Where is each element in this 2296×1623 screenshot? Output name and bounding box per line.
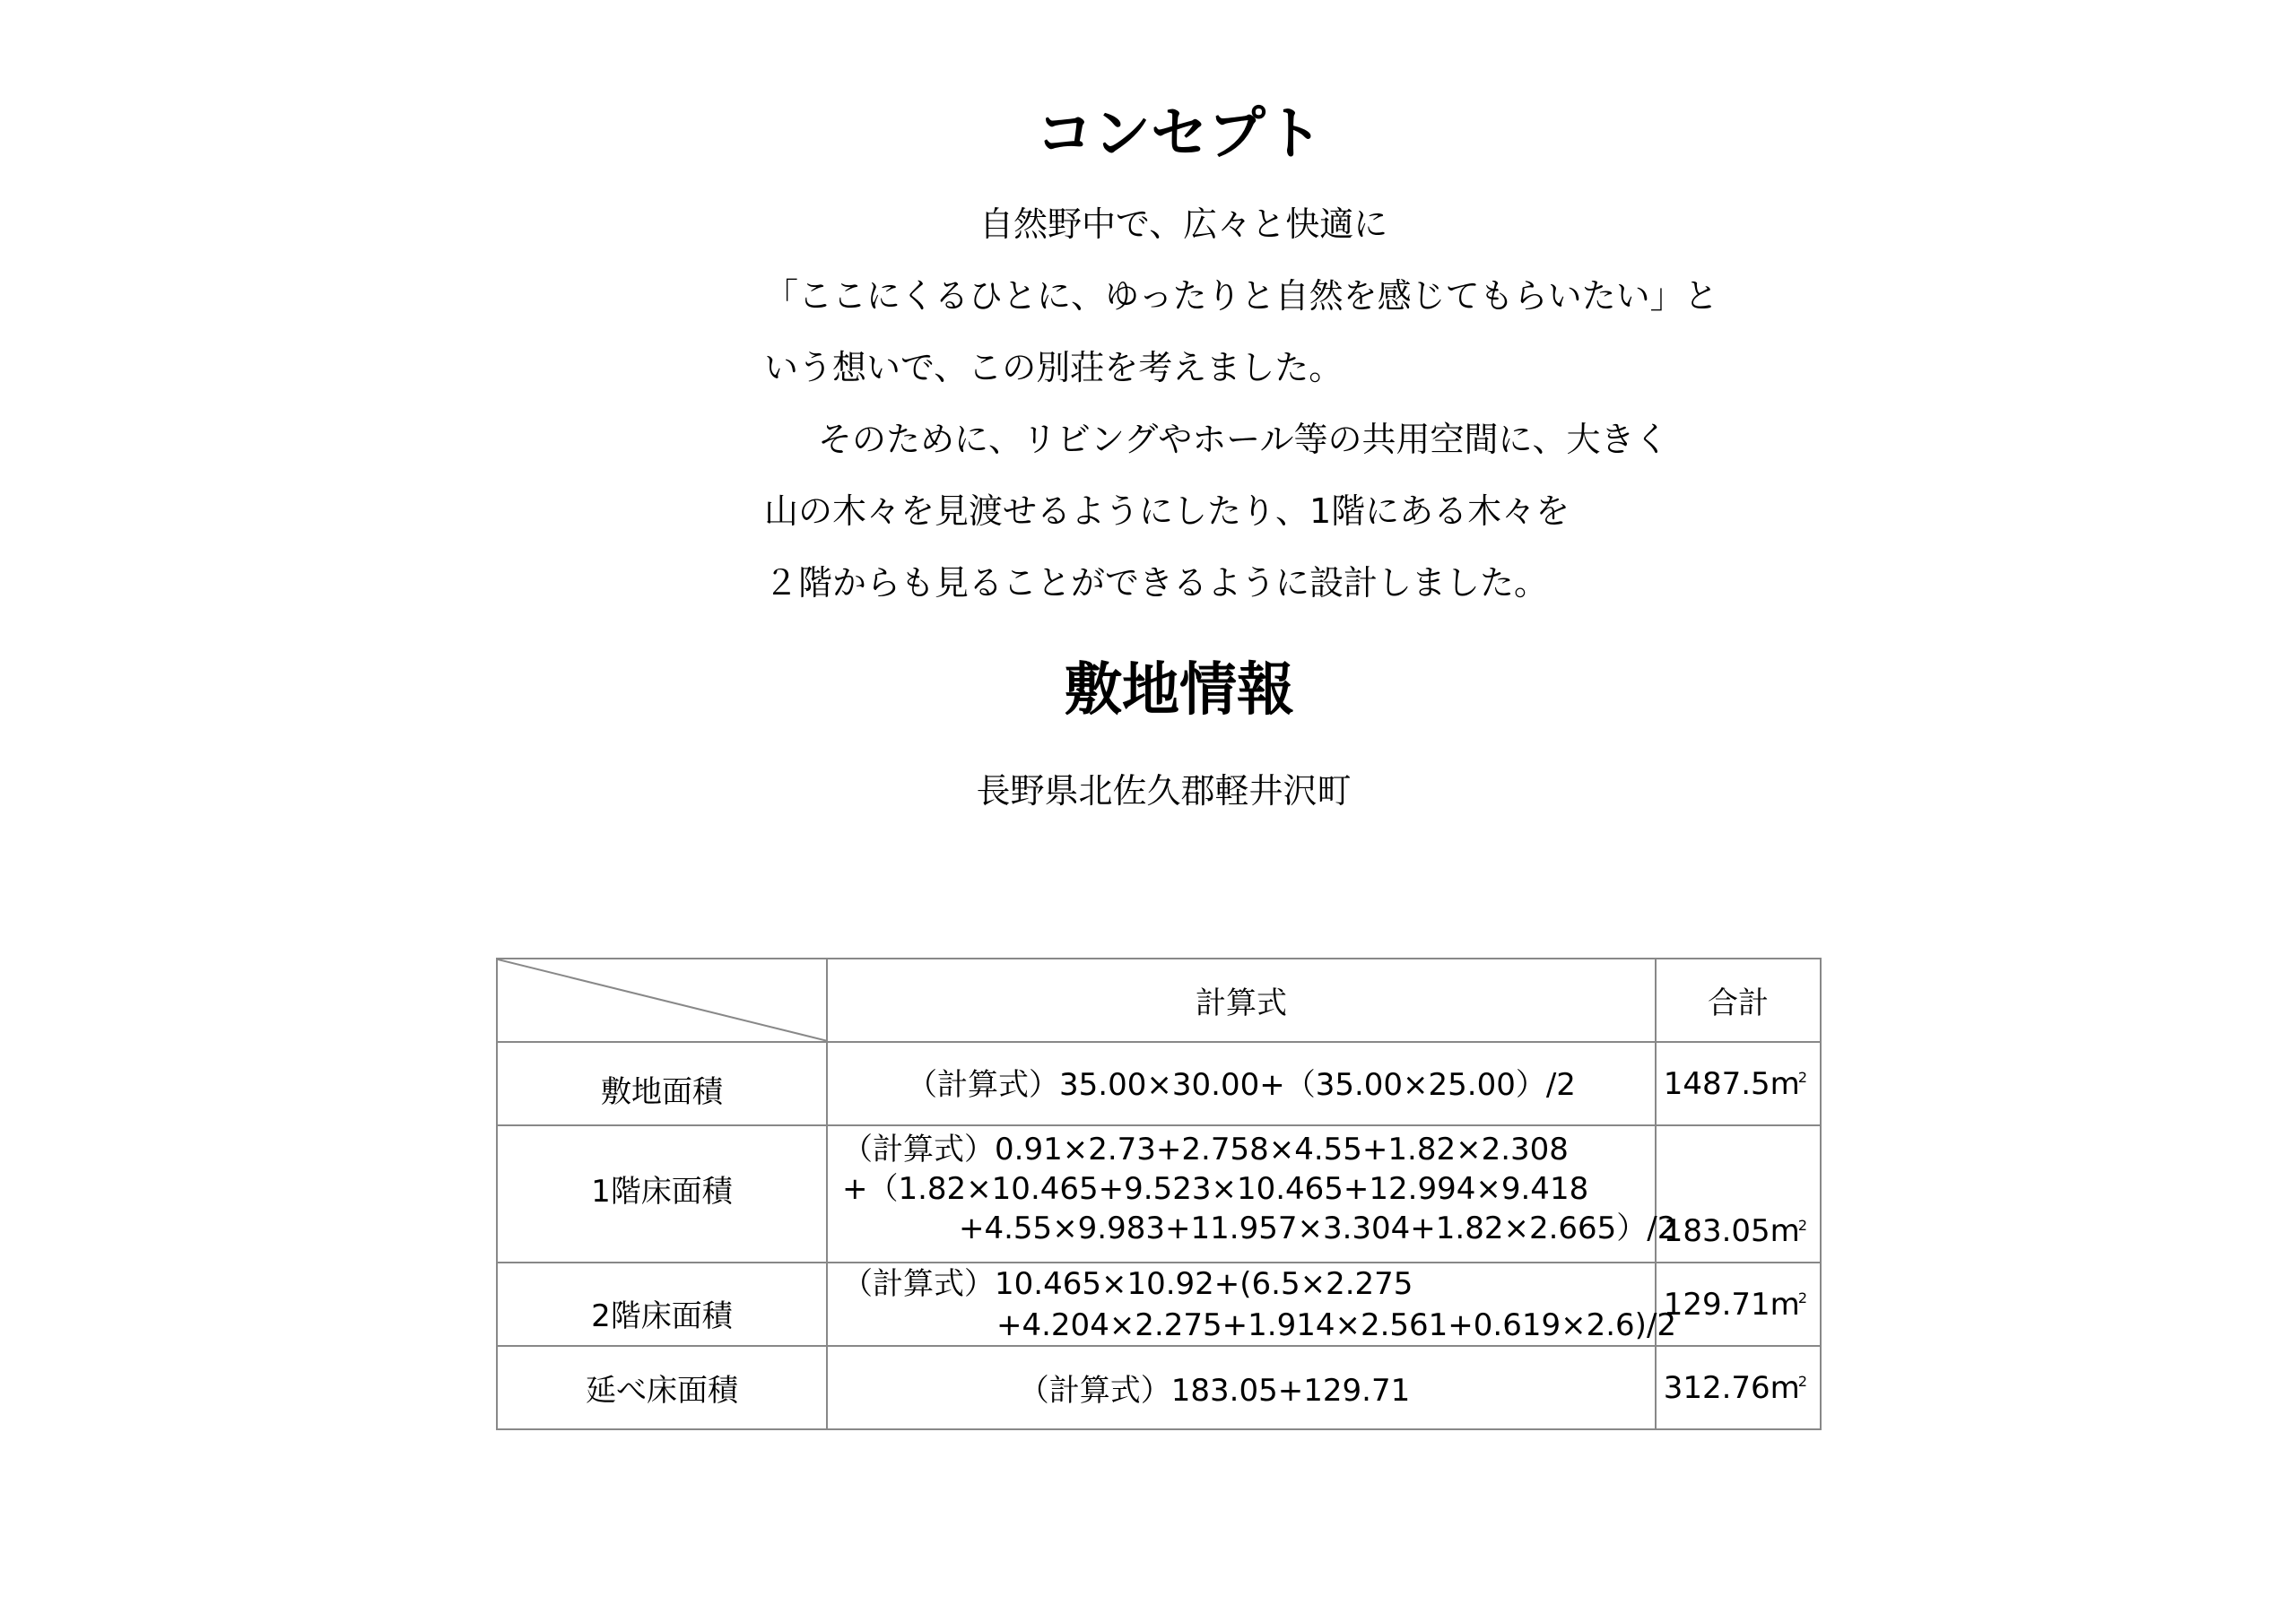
total-cell [1656,1346,1821,1429]
total-value: 183.05m [1663,1213,1800,1249]
table-row [497,1346,1821,1429]
row-label [497,1125,827,1263]
formula-cell [827,1346,1656,1429]
concept-line: 山の木々を見渡せるようにしたり、1階にある木々を [764,491,1570,531]
row-label-text: 敷地面積 [601,1074,723,1110]
unit-superscript: 2 [1797,1373,1807,1391]
formula-cell [827,1263,1677,1346]
concept-line: 自然野中で、広々と快適に [979,204,1388,244]
area-calculation-table [496,958,1822,1430]
concept-line: 「ここにくるひとに、ゆったりと自然を感じてもらいたい」と [764,276,1718,316]
row-label-text: 延べ床面積 [586,1373,738,1409]
concept-text [764,188,1805,619]
formula-cell [827,1042,1656,1125]
row-label [497,1042,827,1125]
table-header-row [497,959,1821,1042]
concept-line: いう想いで、この別荘を考えました。 [764,348,1344,387]
total-cell [1656,1125,1821,1263]
concept-line: そのために、リビングやホール等の共用空間に、大きく [818,420,1669,459]
formula-lines [842,1263,1677,1346]
formula-lines [842,1130,1677,1248]
table-row [497,1125,1821,1263]
formula-line: +4.204×2.275+1.914×2.561+0.619×2.6)/2 [996,1307,1677,1343]
diagonal-line-icon [498,959,828,1041]
unit-superscript: 2 [1797,1216,1807,1234]
total-value: 312.76m [1663,1369,1800,1406]
formula-cell [827,1125,1677,1263]
row-label-text: 2階床面積 [591,1298,733,1334]
row-label [497,1263,827,1346]
formula-line: （計算式）35.00×30.00+（35.00×25.00）/2 [907,1067,1576,1103]
formula-line: （計算式）0.91×2.73+2.758×4.55+1.82×2.308 [842,1132,1569,1167]
site-info-title: 敷地情報 [1065,657,1294,724]
formula-line: +4.55×9.983+11.957×3.304+1.82×2.665）/2 [959,1211,1677,1246]
formula-line: （計算式）183.05+129.71 [1018,1373,1411,1409]
site-address: 長野県北佐久郡軽井沢町 [976,771,1352,811]
total-value: 1487.5m [1663,1065,1800,1102]
formula-line: （計算式）10.465×10.92+(6.5×2.275 [842,1266,1413,1302]
unit-superscript: 2 [1797,1289,1807,1307]
total-header: 合計 [1656,959,1821,1042]
concept-title: コンセプト [1036,101,1323,168]
unit-superscript: 2 [1797,1069,1807,1087]
formula-header: 計算式 [827,959,1656,1042]
total-cell [1656,1042,1821,1125]
table-row [497,1263,1821,1346]
formula-line: +（1.82×10.465+9.523×10.465+12.994×9.418 [842,1171,1589,1207]
table-row [497,1042,1821,1125]
row-label [497,1346,827,1429]
diagonal-header-cell [497,959,827,1042]
row-label-text: 1階床面積 [591,1174,733,1210]
concept-line: ２階からも見ることができるように設計しました。 [764,563,1549,603]
total-cell [1656,1263,1821,1346]
total-value: 129.71m [1663,1286,1800,1323]
